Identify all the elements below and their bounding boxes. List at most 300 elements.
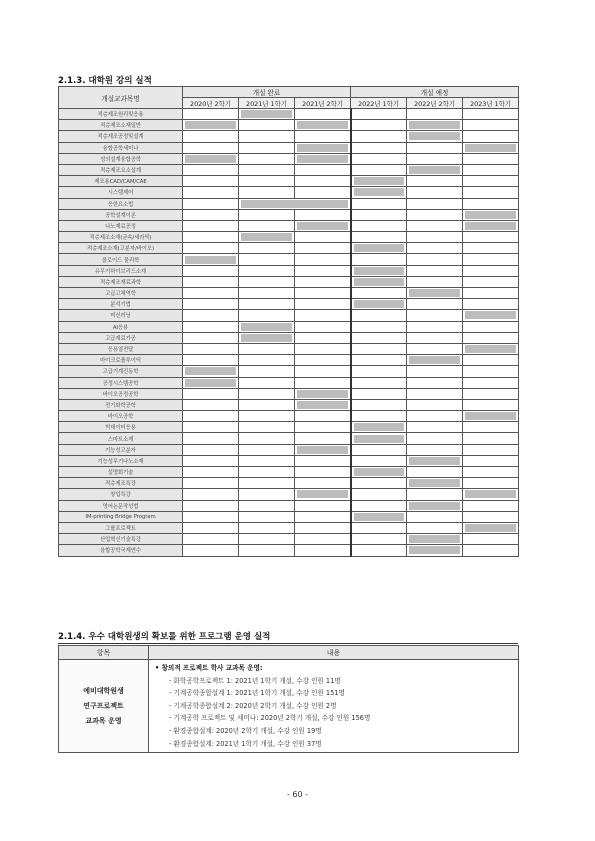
table-row [59, 243, 519, 254]
course-name-header: 개설교과목명 [59, 87, 183, 109]
term-cell [407, 187, 463, 198]
term-cell [407, 310, 463, 321]
term-cell [351, 455, 407, 466]
term-cell [183, 265, 239, 276]
course-name: 고급고체역학 [59, 288, 183, 299]
term-cell [463, 534, 519, 545]
offered-mark [241, 200, 348, 208]
table-row [59, 332, 519, 343]
term-cell [295, 176, 351, 187]
program-line: - 화학공학프로젝트 1: 2021년 1학기 개설, 수강 인원 11명 [169, 676, 341, 685]
term-cell [407, 332, 463, 343]
term-cell [463, 444, 519, 455]
term-cell [183, 399, 239, 410]
offered-mark [409, 356, 460, 364]
offered-mark [354, 435, 405, 443]
section-title-graduate-courses: 2.1.3. 대학원 강의 실적 [58, 74, 518, 88]
course-name: 나노재료공정 [59, 220, 183, 231]
table-row [59, 455, 519, 466]
offered-mark [297, 121, 348, 129]
term-cell [407, 232, 463, 243]
offered-mark [297, 390, 348, 398]
table-row [59, 377, 519, 388]
term-cell [183, 377, 239, 388]
term-cell [463, 243, 519, 254]
offered-mark [409, 457, 460, 465]
term-cell [295, 534, 351, 545]
course-name: 머신러닝 [59, 310, 183, 321]
table-row [59, 343, 519, 354]
program-item-cell [59, 660, 149, 753]
table-row [59, 142, 519, 153]
term-cell [183, 243, 239, 254]
term-cell [239, 534, 295, 545]
term-cell [463, 198, 519, 209]
term-cell [183, 321, 239, 332]
table-row [59, 355, 519, 366]
term-cell [183, 109, 239, 120]
course-name: 적층제조소재(고분자/바이오) [59, 243, 183, 254]
program-line: - 기계공학 프로젝트 및 세미나: 2020년 2학기 개설, 수강 인원 156명 [169, 714, 371, 723]
term-cell [295, 388, 351, 399]
term-cell [463, 355, 519, 366]
term-cell [463, 455, 519, 466]
offered-mark [185, 155, 236, 163]
term-cell [407, 534, 463, 545]
term-cell [351, 500, 407, 511]
term-cell [463, 220, 519, 231]
term-cell [239, 153, 295, 164]
term-cell [351, 232, 407, 243]
term-cell [463, 511, 519, 522]
table-row [59, 265, 519, 276]
term-cell [183, 164, 239, 175]
term-cell [463, 411, 519, 422]
term-cell [295, 343, 351, 354]
term-cell [351, 109, 407, 120]
term-cell [295, 321, 351, 332]
term-cell [463, 288, 519, 299]
term-cell [239, 265, 295, 276]
term-cell [183, 153, 239, 164]
table-row [59, 478, 519, 489]
table-row [59, 321, 519, 332]
term-cell [351, 489, 407, 500]
term-cell [407, 131, 463, 142]
term-cell [183, 489, 239, 500]
term-cell [239, 433, 295, 444]
term-header: 2023년 1학기 [463, 98, 519, 109]
course-name: 적층제조소재(금속/세라믹) [59, 232, 183, 243]
term-cell [239, 399, 295, 410]
term-cell [463, 142, 519, 153]
course-table [58, 86, 519, 557]
course-name: 전기화학공학 [59, 399, 183, 410]
term-cell [239, 545, 295, 556]
course-name: 적층제조재료과학 [59, 276, 183, 287]
program-table [58, 645, 519, 753]
term-cell [295, 377, 351, 388]
term-header: 2021년 2학기 [295, 98, 351, 109]
term-cell [239, 187, 295, 198]
term-cell [351, 254, 407, 265]
term-cell [463, 343, 519, 354]
term-cell [183, 120, 239, 131]
term-cell [351, 220, 407, 231]
term-cell [351, 399, 407, 410]
term-cell [407, 120, 463, 131]
offered-mark [241, 110, 292, 118]
term-cell [351, 142, 407, 153]
term-cell [463, 120, 519, 131]
offered-mark [241, 233, 292, 241]
term-cell [295, 276, 351, 287]
term-header: 2022년 2학기 [407, 98, 463, 109]
page-number: - 60 - [286, 790, 309, 799]
course-name: 콜로이드 물리학 [59, 254, 183, 265]
table-row [59, 187, 519, 198]
table-row [59, 131, 519, 142]
term-cell [183, 355, 239, 366]
term-cell [351, 478, 407, 489]
table-row [59, 399, 519, 410]
offered-mark [465, 222, 516, 230]
program-content-cell [149, 660, 519, 753]
term-cell [463, 321, 519, 332]
term-cell [183, 444, 239, 455]
term-cell [407, 433, 463, 444]
term-cell [463, 388, 519, 399]
term-cell [239, 377, 295, 388]
term-cell [351, 276, 407, 287]
offered-mark [354, 513, 405, 521]
course-table-body [59, 109, 519, 557]
term-cell [463, 399, 519, 410]
offered-mark [354, 188, 405, 196]
term-cell [239, 511, 295, 522]
table-row [59, 366, 519, 377]
term-cell [351, 467, 407, 478]
term-cell [239, 220, 295, 231]
term-cell [183, 131, 239, 142]
term-cell [239, 120, 295, 131]
term-cell [463, 109, 519, 120]
offered-mark [409, 502, 460, 510]
term-cell [463, 500, 519, 511]
table-row [59, 467, 519, 478]
term-cell [351, 377, 407, 388]
term-cell [351, 355, 407, 366]
term-cell [407, 254, 463, 265]
term-cell [351, 310, 407, 321]
term-cell [183, 288, 239, 299]
offered-mark [409, 166, 460, 174]
course-name: 설명회기술 [59, 467, 183, 478]
term-cell [463, 187, 519, 198]
term-cell [463, 310, 519, 321]
term-cell [463, 377, 519, 388]
term-cell [239, 467, 295, 478]
program-line: - 환경종합설계: 2020년 2학기 개설, 수강 인원 19명 [169, 726, 322, 735]
offered-mark [354, 177, 405, 185]
term-cell [239, 522, 295, 533]
term-cell [407, 176, 463, 187]
table-row [59, 164, 519, 175]
term-cell [407, 422, 463, 433]
term-cell [183, 343, 239, 354]
table-row [59, 500, 519, 511]
term-cell [183, 198, 239, 209]
section-title-programs: 2.1.4. 우수 대학원생의 확보를 위한 프로그램 운영 실적 [58, 630, 518, 644]
term-cell [239, 422, 295, 433]
term-cell [463, 522, 519, 533]
term-cell [463, 332, 519, 343]
term-cell [183, 422, 239, 433]
offered-mark [409, 535, 460, 543]
term-cell [295, 366, 351, 377]
table-row [59, 109, 519, 120]
offered-mark [241, 334, 292, 342]
term-cell [407, 511, 463, 522]
term-cell [407, 209, 463, 220]
term-cell [407, 467, 463, 478]
term-cell [295, 232, 351, 243]
term-cell [239, 198, 351, 209]
term-cell [239, 343, 295, 354]
course-name: 그룹프로젝트 [59, 522, 183, 533]
table-row [59, 176, 519, 187]
term-cell [239, 288, 295, 299]
term-cell [463, 164, 519, 175]
term-header: 2021년 1학기 [239, 98, 295, 109]
term-cell [407, 399, 463, 410]
term-cell [239, 321, 295, 332]
term-cell [463, 545, 519, 556]
program-row [59, 660, 519, 753]
term-cell [351, 366, 407, 377]
term-cell [407, 388, 463, 399]
term-cell [463, 422, 519, 433]
term-cell [183, 142, 239, 153]
term-cell [407, 142, 463, 153]
term-cell [463, 299, 519, 310]
term-cell [295, 522, 351, 533]
term-cell [351, 444, 407, 455]
term-cell [407, 288, 463, 299]
term-cell [463, 209, 519, 220]
table-row [59, 198, 519, 209]
term-cell [463, 232, 519, 243]
term-cell [183, 534, 239, 545]
offered-mark [465, 490, 516, 498]
offered-mark [185, 379, 236, 387]
term-cell [295, 433, 351, 444]
term-cell [463, 153, 519, 164]
offered-mark [354, 423, 405, 431]
table-row [59, 388, 519, 399]
offered-mark [354, 468, 405, 476]
term-cell [407, 109, 463, 120]
course-name: 영어논문작성법 [59, 500, 183, 511]
table-row [59, 433, 519, 444]
term-cell [295, 455, 351, 466]
term-cell [239, 232, 295, 243]
term-cell [351, 411, 407, 422]
term-cell [351, 198, 407, 209]
term-cell [239, 131, 295, 142]
term-cell [351, 176, 407, 187]
course-name: 응용열전달 [59, 343, 183, 354]
term-cell [183, 276, 239, 287]
term-cell [295, 142, 351, 153]
course-name: 시스템제어 [59, 187, 183, 198]
offered-mark [241, 323, 292, 331]
table-row [59, 254, 519, 265]
term-cell [183, 332, 239, 343]
term-cell [463, 467, 519, 478]
term-cell [239, 310, 295, 321]
course-name: 제조용CAD/CAM/CAE [59, 176, 183, 187]
program-item-header: 항목 [59, 646, 149, 660]
term-cell [407, 366, 463, 377]
offered-mark [409, 121, 460, 129]
course-name: 고급재료가공 [59, 332, 183, 343]
term-cell [407, 153, 463, 164]
program-bullet: • 창의적 프로젝트 학사 교과목 운영: [155, 664, 263, 672]
term-cell [351, 243, 407, 254]
term-cell [239, 254, 295, 265]
term-cell [295, 489, 351, 500]
course-name: 스마트소재 [59, 433, 183, 444]
term-cell [407, 299, 463, 310]
offered-mark [465, 524, 516, 532]
term-cell [295, 243, 351, 254]
term-cell [351, 343, 407, 354]
course-name: 분석기법 [59, 299, 183, 310]
term-cell [295, 310, 351, 321]
term-cell [295, 478, 351, 489]
program-content-header: 내용 [149, 646, 519, 660]
term-cell [183, 478, 239, 489]
term-cell [407, 321, 463, 332]
table-row [59, 511, 519, 522]
table-row [59, 299, 519, 310]
term-cell [351, 288, 407, 299]
offered-mark [409, 289, 460, 297]
term-cell [183, 220, 239, 231]
course-name: 융합공학국제연수 [59, 545, 183, 556]
term-cell [239, 176, 295, 187]
course-name: 바이오공학 [59, 411, 183, 422]
term-cell [463, 489, 519, 500]
term-cell [295, 164, 351, 175]
term-cell [183, 232, 239, 243]
term-cell [183, 388, 239, 399]
table-row [59, 310, 519, 321]
term-cell [407, 276, 463, 287]
offered-mark [185, 121, 236, 129]
term-cell [295, 332, 351, 343]
table-row [59, 276, 519, 287]
program-line: - 환경종합설계: 2021년 1학기 개설, 수강 인원 37명 [169, 739, 322, 748]
term-cell [295, 209, 351, 220]
course-name: 유무기하이브리드소재 [59, 265, 183, 276]
term-cell [351, 209, 407, 220]
term-cell [463, 433, 519, 444]
term-cell [295, 265, 351, 276]
term-cell [351, 433, 407, 444]
offered-mark [297, 222, 348, 230]
term-cell [183, 310, 239, 321]
offered-mark [297, 144, 348, 152]
course-name: 창업특강 [59, 489, 183, 500]
term-cell [407, 243, 463, 254]
term-header: 2020년 2학기 [183, 98, 239, 109]
term-cell [239, 500, 295, 511]
term-cell [463, 254, 519, 265]
program-item-line: 교과목 운영 [85, 716, 122, 725]
term-cell [183, 433, 239, 444]
offered-mark [409, 479, 460, 487]
term-cell [407, 444, 463, 455]
offered-mark [185, 256, 236, 264]
term-cell [239, 478, 295, 489]
term-cell [407, 489, 463, 500]
term-cell [407, 343, 463, 354]
term-cell [295, 131, 351, 142]
program-line: - 기계공학종합설계 1: 2021년 1학기 개설, 수강 인원 151명 [169, 689, 345, 698]
offered-mark [297, 446, 348, 454]
term-cell [239, 142, 295, 153]
term-cell [183, 209, 239, 220]
term-cell [351, 332, 407, 343]
course-name: 적층제조공정및설계 [59, 131, 183, 142]
term-cell [183, 187, 239, 198]
offered-mark [465, 412, 516, 420]
term-cell [183, 467, 239, 478]
term-cell [407, 545, 463, 556]
term-cell [351, 545, 407, 556]
table-row [59, 220, 519, 231]
term-cell [407, 355, 463, 366]
term-cell [183, 455, 239, 466]
term-cell [239, 355, 295, 366]
term-cell [295, 254, 351, 265]
term-cell [295, 220, 351, 231]
term-cell [239, 276, 295, 287]
term-cell [295, 545, 351, 556]
term-cell [351, 321, 407, 332]
table-row [59, 288, 519, 299]
term-cell [183, 500, 239, 511]
course-name: AI응용 [59, 321, 183, 332]
term-cell [295, 399, 351, 410]
term-cell [351, 299, 407, 310]
term-cell [295, 411, 351, 422]
term-cell [295, 500, 351, 511]
term-cell [239, 411, 295, 422]
term-cell [463, 478, 519, 489]
term-cell [295, 444, 351, 455]
offered-mark [409, 132, 460, 140]
term-cell [463, 265, 519, 276]
offered-mark [297, 490, 348, 498]
course-name: 적층제조소재일반 [59, 120, 183, 131]
term-cell [407, 411, 463, 422]
table-row [59, 422, 519, 433]
term-cell [295, 355, 351, 366]
term-cell [351, 522, 407, 533]
